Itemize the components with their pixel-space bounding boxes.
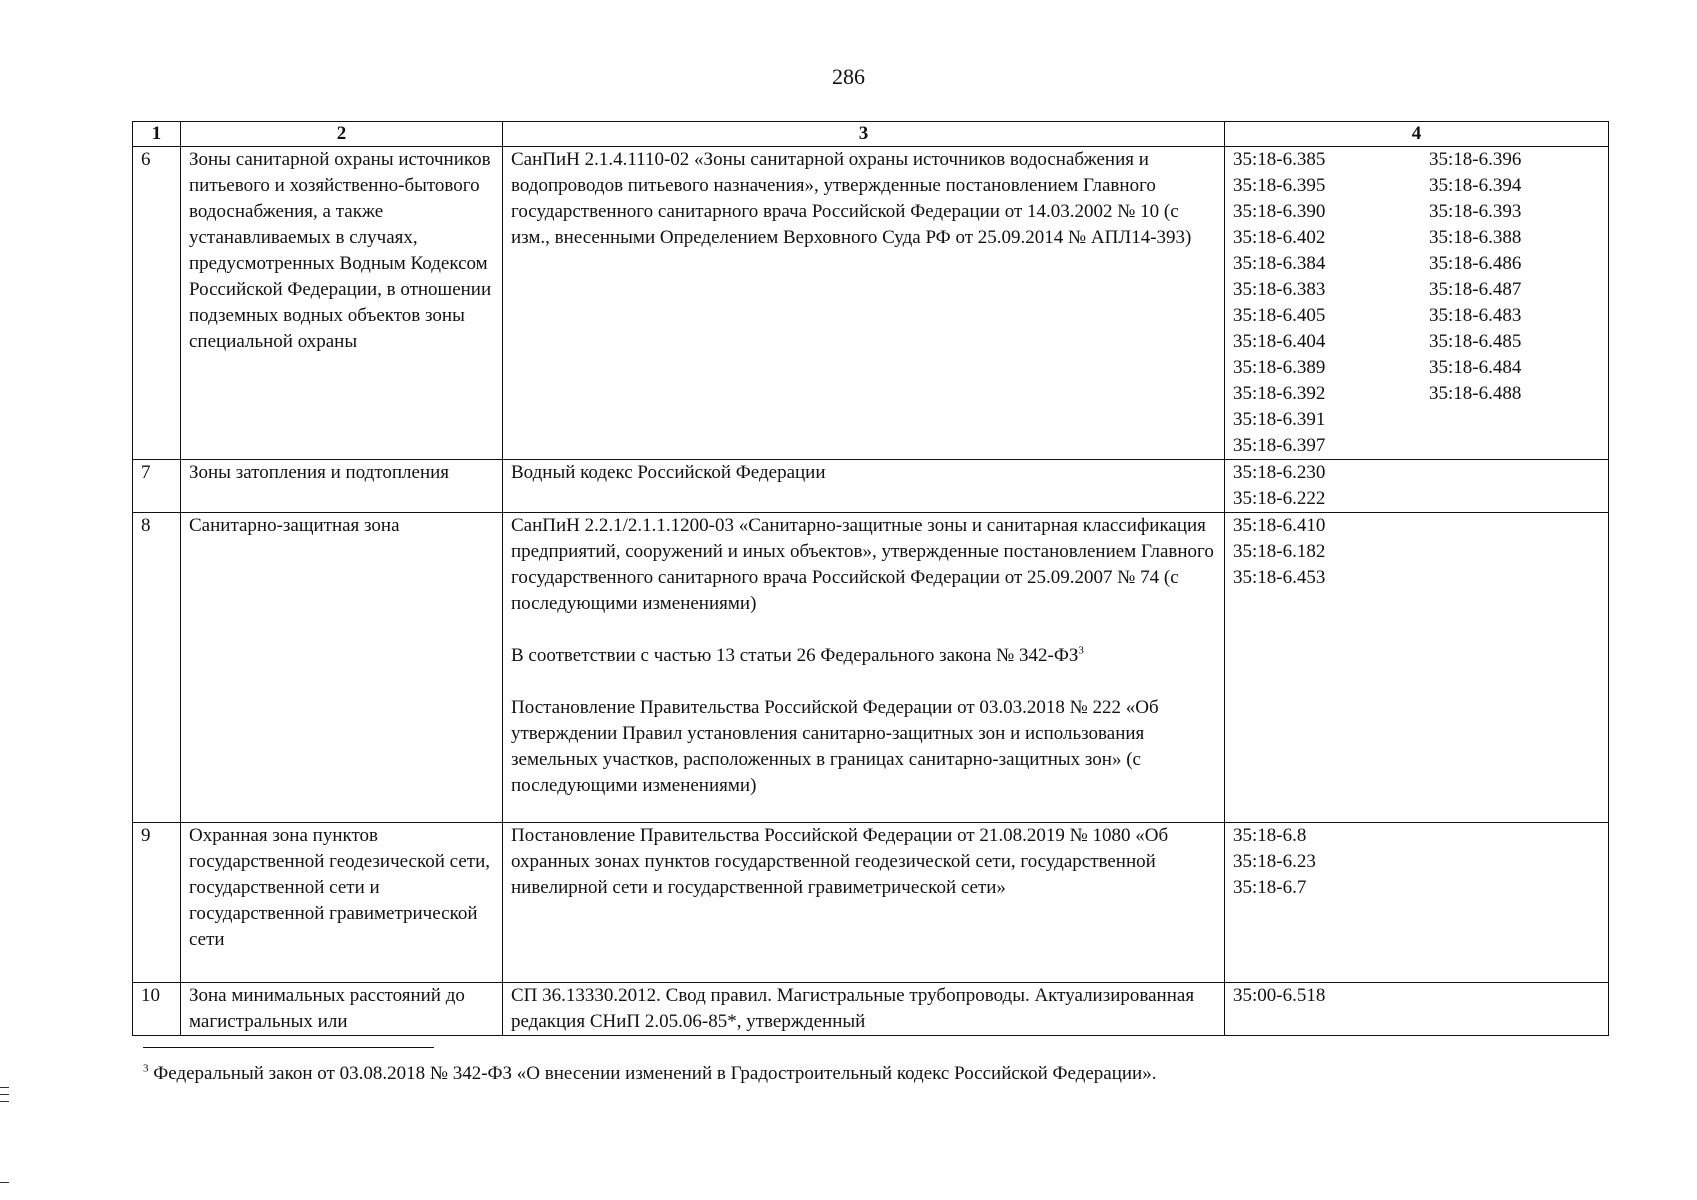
zone-code: 35:18-6.389 [1233, 357, 1326, 378]
header-col-3: 3 [503, 122, 1225, 147]
zone-code: 35:18-6.453 [1233, 567, 1326, 588]
zone-code: 35:18-6.385 [1233, 149, 1326, 170]
zone-code: 35:18-6.484 [1429, 357, 1522, 378]
zone-code: 35:18-6.405 [1233, 305, 1326, 326]
zone-code: 35:18-6.394 [1429, 175, 1522, 196]
zone-code: 35:18-6.402 [1233, 227, 1326, 248]
zone-code: 35:18-6.395 [1233, 175, 1326, 196]
codes-column-left [1233, 147, 1429, 459]
scan-edge-mark [0, 1094, 9, 1095]
zone-code: 35:18-6.393 [1429, 201, 1522, 222]
zone-code: 35:18-6.483 [1429, 305, 1522, 326]
zone-code: 35:18-6.383 [1233, 279, 1326, 300]
scan-edge-mark [0, 1182, 9, 1183]
table-row [133, 460, 1609, 513]
table-row [133, 823, 1609, 983]
zone-code: 35:18-6.485 [1429, 331, 1522, 352]
row-number: 9 [133, 823, 181, 983]
legal-document: СанПиН 2.2.1/2.1.1.1200-03 «Санитарно-защитные зоны и санитарная классификация предприятий, сооружений и иных объектов», утвержденные постановлением Главного государственного санитарного врача Российской Федерации от 25.09.2007 № 74 (с последующими изменениями) [511, 515, 1214, 614]
zone-code: 35:18-6.487 [1429, 279, 1522, 300]
zone-code: 35:18-6.396 [1429, 149, 1522, 170]
table-row [133, 983, 1609, 1036]
header-col-2: 2 [181, 122, 503, 147]
row-number: 10 [133, 983, 181, 1036]
zone-codes [1225, 513, 1609, 823]
zone-codes [1225, 983, 1609, 1036]
zone-code: 35:18-6.397 [1233, 435, 1326, 456]
scan-edge-mark [0, 1101, 9, 1102]
zone-code: 35:18-6.182 [1233, 541, 1326, 562]
legal-document [511, 643, 1216, 669]
legal-document-text: В соответствии с частью 13 статьи 26 Федерального закона № 342-ФЗ [511, 645, 1079, 666]
footnote-marker: 3 [143, 1062, 149, 1075]
legal-basis [503, 513, 1225, 823]
legal-document: Постановление Правительства Российской Федерации от 03.03.2018 № 222 «Об утверждении Правил установления санитарно-защитных зон и использования земельных участков, расположенных в границах санитарно-защитных зон» (с последующими изменениями) [511, 697, 1159, 796]
zone-code: 35:18-6.486 [1429, 253, 1522, 274]
header-col-1: 1 [133, 122, 181, 147]
table-row [133, 147, 1609, 460]
scan-edge-mark [0, 1087, 9, 1088]
row-number: 6 [133, 147, 181, 460]
codes-column-right [1429, 147, 1521, 459]
page-number: 286 [832, 64, 865, 89]
zone-codes [1225, 460, 1609, 513]
regulation-table [132, 121, 1609, 1036]
zone-code: 35:18-6.230 [1233, 462, 1326, 483]
zone-codes [1225, 823, 1609, 983]
table-header-row [133, 122, 1609, 147]
zone-code: 35:18-6.488 [1429, 383, 1522, 404]
header-col-4: 4 [1225, 122, 1609, 147]
zone-code: 35:18-6.391 [1233, 409, 1326, 430]
table-row [133, 513, 1609, 823]
zone-code: 35:18-6.410 [1233, 515, 1326, 536]
zone-name: Зоны затопления и подтопления [181, 460, 503, 513]
row-number: 8 [133, 513, 181, 823]
zone-name: Зона минимальных расстояний до магистральных или [181, 983, 503, 1036]
zone-name: Санитарно-защитная зона [181, 513, 503, 823]
legal-basis [503, 823, 1225, 983]
zone-code: 35:00-6.518 [1233, 985, 1326, 1006]
row-number: 7 [133, 460, 181, 513]
legal-document: Водный кодекс Российской Федерации [511, 462, 826, 483]
zone-code: 35:18-6.390 [1233, 201, 1326, 222]
zone-code: 35:18-6.23 [1233, 851, 1316, 872]
zone-code: 35:18-6.392 [1233, 383, 1326, 404]
zone-code: 35:18-6.384 [1233, 253, 1326, 274]
zone-code: 35:18-6.388 [1429, 227, 1522, 248]
zone-code: 35:18-6.7 [1233, 877, 1307, 898]
legal-document: СП 36.13330.2012. Свод правил. Магистральные трубопроводы. Актуализированная редакция СНиП 2.05.06-85*, утвержденный [511, 985, 1195, 1032]
footnote-text: Федеральный закон от 03.08.2018 № 342-ФЗ «О внесении изменений в Градостроительный кодекс Российской Федерации». [153, 1063, 1157, 1084]
legal-document: Постановление Правительства Российской Федерации от 21.08.2019 № 1080 «Об охранных зонах пунктов государственной геодезической сети, государственной нивелирной сети и государственной гравиметрической сети» [511, 825, 1169, 898]
legal-basis [503, 460, 1225, 513]
legal-basis [503, 983, 1225, 1036]
zone-codes [1225, 147, 1609, 460]
legal-document: СанПиН 2.1.4.1110-02 «Зоны санитарной охраны источников водоснабжения и водопроводов питьевого назначения», утвержденные постановлением Главного государственного санитарного врача Российской Федерации от 14.03.2002 № 10 (с изм., внесенными Определением Верховного Суда РФ от 25.09.2014 № АПЛ14-393) [511, 149, 1192, 248]
zone-name: Зоны санитарной охраны источников питьевого и хозяйственно-бытового водоснабжения, а также устанавливаемых в случаях, предусмотренных Водным Кодексом Российской Федерации, в отношении подземных водных объектов зоны специальной охраны [181, 147, 503, 460]
footnote-separator [143, 1047, 434, 1048]
zone-code: 35:18-6.222 [1233, 488, 1326, 509]
legal-basis [503, 147, 1225, 460]
footnote-reference[interactable]: 3 [1078, 644, 1084, 657]
footnote [143, 1061, 1603, 1087]
zone-name: Охранная зона пунктов государственной геодезической сети, государственной сети и государственной гравиметрической сети [181, 823, 503, 983]
zone-code: 35:18-6.8 [1233, 825, 1307, 846]
zone-code: 35:18-6.404 [1233, 331, 1326, 352]
